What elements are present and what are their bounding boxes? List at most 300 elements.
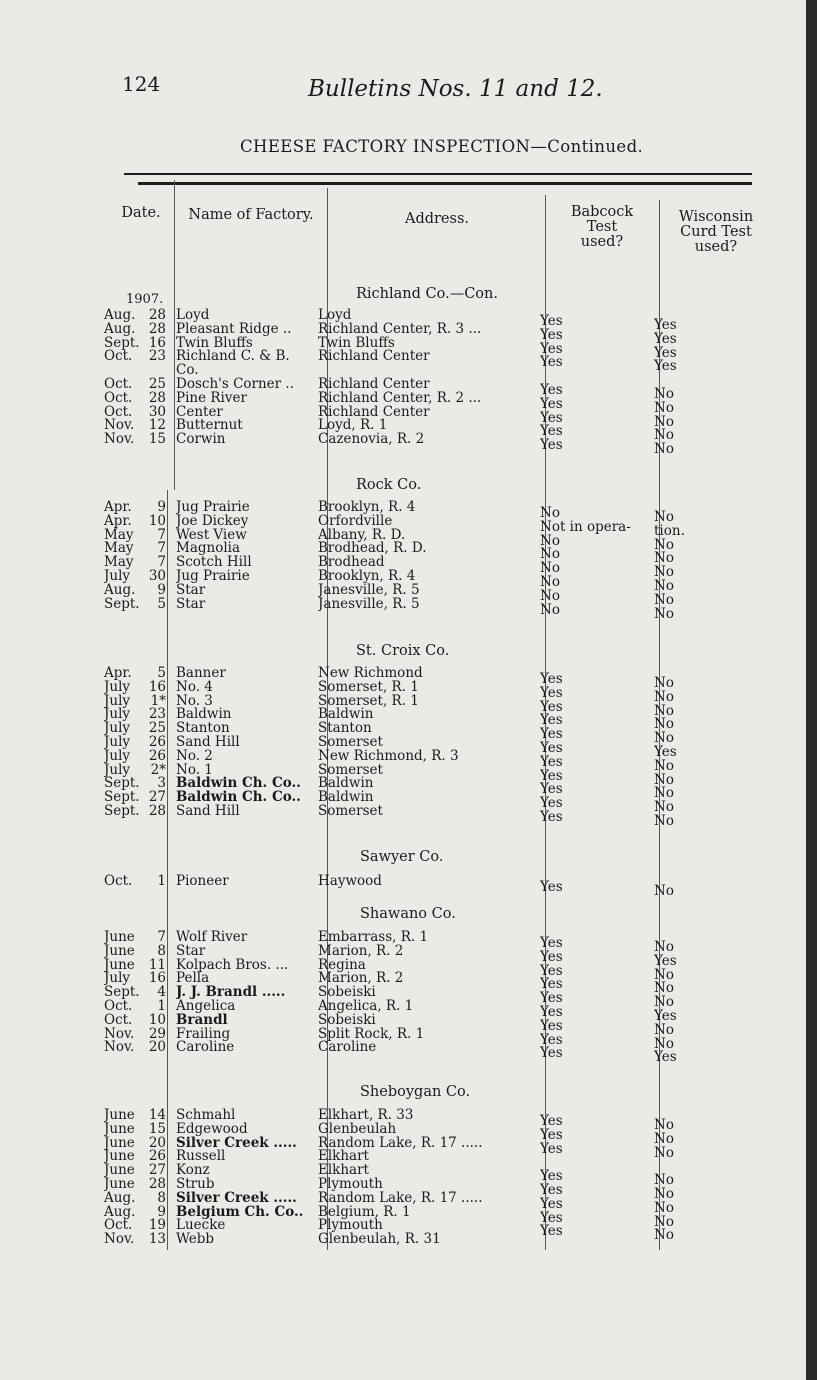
babcock-answer: Yes — [540, 991, 563, 1006]
date-day: 26 — [148, 735, 166, 749]
date-day: 7 — [157, 541, 166, 556]
babcock-answer: Yes — [540, 796, 563, 811]
county-heading: Sheboygan Co. — [360, 1084, 471, 1100]
date-day: 14 — [148, 1108, 166, 1122]
factory-address: Regina — [318, 957, 366, 972]
date-month: June — [104, 1135, 135, 1150]
factory-address: Haywood — [318, 874, 382, 888]
wisconsin-answer: No — [654, 537, 674, 552]
wisconsin-answer: No — [654, 731, 674, 746]
date-month: June — [104, 1163, 135, 1178]
wisconsin-answer: Yes — [654, 745, 677, 759]
date-month: Nov. — [104, 1026, 135, 1041]
factory-address: Marion, R. 2 — [318, 971, 404, 986]
babcock-answer: Yes — [540, 1127, 563, 1142]
header-wisconsin — [664, 210, 768, 255]
wisconsin-answer: Yes — [654, 318, 677, 332]
date-month: Oct. — [104, 377, 133, 391]
babcock-answer: Yes — [540, 396, 563, 411]
babcock-answer: Yes — [540, 410, 563, 425]
wisconsin-answer: No — [654, 967, 674, 982]
wisconsin-answer: Yes — [654, 1009, 677, 1023]
factory-name: Webb — [176, 1232, 215, 1247]
wisconsin-answer: No — [654, 592, 674, 607]
wisconsin-answer: No — [654, 1036, 674, 1051]
wisconsin-answer: No — [654, 981, 674, 996]
date-month: Sept. — [104, 985, 140, 1000]
wisconsin-answer: No — [654, 1187, 674, 1201]
date-day: 7 — [157, 527, 166, 542]
date-month: Sept. — [104, 790, 140, 805]
factory-name: No. 2 — [176, 748, 213, 763]
babcock-answer: Yes — [540, 327, 563, 342]
babcock-answer: Yes — [540, 963, 563, 978]
factory-address: Marion, R. 2 — [318, 943, 404, 958]
babcock-answer: No — [540, 602, 560, 617]
date-day: 27 — [148, 790, 166, 805]
wisconsin-answer: No — [654, 758, 674, 773]
factory-name: Sand Hill — [176, 804, 240, 818]
page-number: 124 — [122, 72, 161, 96]
wisconsin-answer: No — [654, 717, 674, 732]
date-month: June — [104, 1177, 135, 1191]
header-babcock — [548, 205, 656, 250]
date-month: July — [104, 569, 131, 583]
date-day: 16 — [148, 335, 166, 350]
factory-name: Strub — [176, 1177, 215, 1191]
date-month: July — [104, 748, 131, 763]
wisconsin-answer: No — [654, 442, 674, 457]
wisconsin-answer: No — [654, 995, 674, 1010]
factory-name: Corwin — [176, 432, 226, 447]
factory-address: Cazenovia, R. 2 — [318, 432, 425, 447]
factory-name: Frailing — [176, 1026, 231, 1041]
wisconsin-answer: No — [654, 551, 674, 566]
factory-name: Pleasant Ridge .. — [176, 321, 292, 336]
factory-name: Sand Hill — [176, 735, 240, 749]
factory-name: No. 1 — [176, 762, 213, 777]
factory-name: Belgium Ch. Co.. — [176, 1204, 304, 1219]
date-day: 29 — [148, 1026, 166, 1041]
factory-name: Caroline — [176, 1040, 235, 1055]
county-heading: St. Croix Co. — [356, 643, 450, 659]
date-month: Sept. — [104, 804, 140, 818]
header-wisconsin-line: Curd Test — [680, 224, 752, 240]
date-month: June — [104, 943, 135, 958]
factory-address: Random Lake, R. 17 ..... — [318, 1135, 483, 1150]
babcock-answer: Yes — [540, 1032, 563, 1047]
date-day: 26 — [148, 748, 166, 763]
wisconsin-answer: No — [654, 884, 674, 898]
factory-name: Pioneer — [176, 874, 229, 888]
babcock-answer: Yes — [540, 768, 563, 783]
factory-address: Janesville, R. 5 — [318, 596, 420, 611]
date-month: May — [104, 541, 134, 556]
factory-address: Belgium, R. 1 — [318, 1204, 411, 1219]
wisconsin-answer: No — [654, 1131, 674, 1146]
factory-address: Baldwin — [318, 707, 374, 722]
factory-address: Elkhart — [318, 1149, 369, 1164]
babcock-answer: Yes — [540, 383, 563, 397]
wisconsin-answer: No — [654, 800, 674, 815]
babcock-answer: Yes — [540, 713, 563, 728]
babcock-answer: Yes — [540, 1018, 563, 1033]
factory-name: Silver Creek ..... — [176, 1135, 297, 1150]
factory-address: Plymouth — [318, 1177, 383, 1191]
wisconsin-answer: No — [654, 1200, 674, 1215]
factory-address: Embarrass, R. 1 — [318, 930, 429, 944]
factory-address: Stanton — [318, 721, 372, 736]
date-month: Nov. — [104, 1040, 135, 1055]
date-month: Apr. — [104, 500, 132, 514]
factory-address: Plymouth — [318, 1218, 383, 1233]
page-title: CHEESE FACTORY INSPECTION—Continued. — [240, 137, 644, 156]
factory-address: Sobeiski — [318, 985, 376, 1000]
factory-address: Somerset — [318, 762, 383, 777]
date-day: 26 — [148, 1149, 166, 1164]
factory-name: Angelica — [176, 999, 236, 1013]
date-day: 15 — [148, 1121, 166, 1136]
wisconsin-answer: No — [654, 703, 674, 718]
date-month: July — [104, 707, 131, 722]
header-address: Address. — [404, 211, 470, 227]
factory-name: Russell — [176, 1149, 226, 1164]
header-babcock-line: used? — [580, 234, 624, 250]
date-day: 23 — [148, 707, 166, 722]
column-divider — [167, 490, 168, 1250]
wisconsin-answer: Yes — [654, 359, 677, 374]
factory-name: Edgewood — [176, 1121, 248, 1136]
wisconsin-answer: Yes — [654, 345, 677, 360]
factory-address: Sobeiski — [318, 1012, 376, 1027]
wisconsin-answer: No — [654, 786, 674, 801]
wisconsin-answer: No — [654, 428, 674, 443]
factory-name: Luecke — [176, 1218, 226, 1233]
babcock-answer: No — [540, 561, 560, 576]
factory-name: Center — [176, 404, 223, 419]
date-day: 7 — [157, 930, 166, 944]
wisconsin-answer: No — [654, 1118, 674, 1132]
date-day: 8 — [157, 1190, 166, 1205]
date-day: 30 — [148, 404, 166, 419]
factory-address: Richland Center — [318, 404, 430, 419]
date-day: 19 — [148, 1218, 166, 1233]
babcock-answer: No — [540, 506, 560, 520]
date-month: May — [104, 555, 134, 570]
header-name: Name of Factory. — [188, 207, 314, 223]
factory-address: Angelica, R. 1 — [318, 999, 414, 1013]
county-heading: Shawano Co. — [360, 906, 456, 922]
factory-name: Star — [176, 596, 206, 611]
wisconsin-answer: No — [654, 1022, 674, 1037]
date-day: 3 — [157, 776, 166, 791]
date-day: 10 — [148, 513, 166, 528]
date-day: 1 — [157, 874, 166, 888]
babcock-answer: Yes — [540, 782, 563, 797]
babcock-answer: Yes — [540, 949, 563, 964]
date-day: 9 — [157, 500, 166, 514]
date-day: 9 — [157, 1204, 166, 1219]
factory-address: Somerset — [318, 735, 383, 749]
date-day: 25 — [148, 377, 166, 391]
factory-address: Glenbeulah, R. 31 — [318, 1232, 441, 1247]
babcock-answer: Yes — [540, 1114, 563, 1128]
date-day: 13 — [148, 1232, 166, 1247]
wisconsin-answer: No — [654, 1228, 674, 1243]
babcock-answer: Yes — [540, 424, 563, 439]
date-day: 5 — [157, 666, 166, 680]
date-month: Oct. — [104, 1012, 133, 1027]
factory-address: Janesville, R. 5 — [318, 582, 420, 597]
factory-name: Co. — [176, 363, 199, 378]
date-month: Sept. — [104, 335, 140, 350]
factory-address: Albany, R. D. — [318, 527, 406, 542]
babcock-answer: Yes — [540, 438, 563, 453]
date-day: 20 — [148, 1135, 166, 1150]
factory-address: Orfordville — [318, 513, 393, 528]
factory-name: Jug Prairie — [176, 500, 250, 514]
county-heading: Sawyer Co. — [360, 849, 444, 865]
wisconsin-answer: No — [654, 676, 674, 690]
date-month: June — [104, 1121, 135, 1136]
factory-address: New Richmond — [318, 666, 423, 680]
date-month: Oct. — [104, 874, 133, 888]
factory-address: Baldwin — [318, 776, 374, 791]
babcock-answer: No — [540, 575, 560, 589]
factory-address: Richland Center, R. 2 ... — [318, 390, 482, 405]
factory-address: Loyd — [318, 308, 352, 322]
babcock-answer: Yes — [540, 1169, 563, 1184]
factory-name: Scotch Hill — [176, 555, 252, 570]
wisconsin-answer: No — [654, 1173, 674, 1188]
babcock-answer: Yes — [540, 741, 563, 755]
babcock-answer: No — [540, 533, 560, 548]
factory-address: Brodhead — [318, 555, 385, 570]
wisconsin-answer: No — [654, 814, 674, 828]
header-babcock-line: Babcock — [570, 204, 634, 220]
babcock-answer: Yes — [540, 727, 563, 742]
date-month: Aug. — [104, 308, 136, 322]
factory-address: Richland Center, R. 3 ... — [318, 321, 482, 336]
factory-name: Star — [176, 582, 206, 597]
factory-name: Loyd — [176, 308, 210, 322]
date-month: Sept. — [104, 776, 140, 791]
babcock-answer: Yes — [540, 699, 563, 714]
babcock-answer: Yes — [540, 1210, 563, 1225]
date-day: 11 — [148, 957, 166, 972]
factory-name: Star — [176, 943, 206, 958]
factory-name: Baldwin Ch. Co.. — [176, 776, 301, 791]
factory-name: Pella — [176, 971, 210, 986]
header-wisconsin-line: used? — [694, 239, 738, 255]
date-month: Aug. — [104, 321, 136, 336]
date-day: 28 — [148, 321, 166, 336]
date-day: 28 — [148, 390, 166, 405]
wisconsin-answer: Yes — [654, 1050, 677, 1065]
running-title: Bulletins Nos. 11 and 12. — [308, 76, 603, 102]
date-day: 10 — [148, 1012, 166, 1027]
date-month: June — [104, 957, 135, 972]
babcock-answer: Yes — [540, 1046, 563, 1061]
wisconsin-answer: No — [654, 689, 674, 704]
date-day: 23 — [148, 349, 166, 364]
date-month: Apr. — [104, 513, 132, 528]
wisconsin-answer: No — [654, 565, 674, 580]
babcock-answer: Yes — [540, 685, 563, 700]
babcock-answer: Yes — [540, 880, 563, 894]
date-day: 8 — [157, 943, 166, 958]
factory-address: Richland Center — [318, 349, 430, 364]
babcock-answer: No — [540, 588, 560, 603]
babcock-answer: Yes — [540, 1005, 563, 1019]
factory-address: Somerset — [318, 804, 383, 818]
wisconsin-answer: No — [654, 940, 674, 954]
factory-address: Loyd, R. 1 — [318, 418, 388, 433]
date-month: June — [104, 1149, 135, 1164]
wisconsin-answer: No — [654, 510, 674, 524]
date-day: 25 — [148, 721, 166, 736]
factory-name: Stanton — [176, 721, 230, 736]
header-babcock-line: Test — [586, 219, 618, 235]
factory-name: Jug Prairie — [176, 569, 250, 583]
factory-address: Glenbeulah — [318, 1121, 397, 1136]
factory-name: Twin Bluffs — [176, 335, 253, 350]
date-month: Nov. — [104, 432, 135, 447]
date-month: Oct. — [104, 390, 133, 405]
wisconsin-answer: No — [654, 1214, 674, 1229]
date-month: June — [104, 1108, 135, 1122]
babcock-answer: Yes — [540, 1196, 563, 1211]
wisconsin-answer: No — [654, 387, 674, 401]
factory-name: Wolf River — [176, 930, 248, 944]
wisconsin-answer: No — [654, 1145, 674, 1160]
factory-address: Brooklyn, R. 4 — [318, 569, 416, 583]
date-month: Oct. — [104, 349, 133, 364]
babcock-answer: Yes — [540, 810, 563, 824]
factory-name: Pine River — [176, 390, 247, 405]
date-day: 1 — [157, 999, 166, 1013]
date-day: 16 — [148, 971, 166, 986]
babcock-answer: Yes — [540, 355, 563, 370]
page-edge — [806, 0, 817, 1380]
factory-address: Twin Bluffs — [318, 335, 395, 350]
header-wisconsin-line: Wisconsin — [678, 209, 754, 225]
date-month: Aug. — [104, 1204, 136, 1219]
factory-name: Dosch's Corner .. — [176, 377, 294, 391]
babcock-answer: Yes — [540, 977, 563, 992]
factory-name: Schmahl — [176, 1108, 236, 1122]
date-month: July — [104, 762, 131, 777]
factory-address: Richland Center — [318, 377, 430, 391]
factory-address: Baldwin — [318, 790, 374, 805]
factory-address: Brodhead, R. D. — [318, 541, 427, 556]
babcock-answer: Yes — [540, 1141, 563, 1156]
factory-address: Brooklyn, R. 4 — [318, 500, 416, 514]
factory-name: Kolpach Bros. ... — [176, 957, 289, 972]
factory-name: Baldwin — [176, 707, 232, 722]
wisconsin-answer: No — [654, 606, 674, 621]
factory-name: No. 3 — [176, 693, 213, 708]
date-month: July — [104, 971, 131, 986]
factory-name: Butternut — [176, 418, 243, 433]
wisconsin-answer: Yes — [654, 331, 677, 346]
wisconsin-answer: Yes — [654, 953, 677, 968]
date-day: 16 — [148, 679, 166, 694]
babcock-answer: Yes — [540, 1224, 563, 1239]
date-day: 4 — [157, 985, 166, 1000]
county-heading: Rock Co. — [356, 477, 422, 493]
factory-name: Joe Dickey — [176, 513, 249, 528]
date-day: 20 — [148, 1040, 166, 1055]
wisconsin-answer: No — [654, 772, 674, 787]
factory-address: Somerset, R. 1 — [318, 693, 419, 708]
factory-address: Caroline — [318, 1040, 377, 1055]
factory-name: West View — [176, 527, 247, 542]
date-day: 5 — [157, 596, 166, 611]
wisconsin-answer: tion. — [654, 523, 685, 538]
date-month: July — [104, 735, 131, 749]
date-month: Oct. — [104, 1218, 133, 1233]
babcock-answer: Yes — [540, 314, 563, 328]
factory-address: Elkhart — [318, 1163, 369, 1178]
date-month: July — [104, 721, 131, 736]
factory-name: Baldwin Ch. Co.. — [176, 790, 301, 805]
date-day: 2* — [150, 762, 166, 777]
date-day: 27 — [148, 1163, 166, 1178]
wisconsin-answer: No — [654, 579, 674, 593]
wisconsin-answer: No — [654, 400, 674, 415]
factory-address: Elkhart, R. 33 — [318, 1108, 414, 1122]
date-day: 30 — [148, 569, 166, 583]
wisconsin-answer: No — [654, 414, 674, 429]
factory-name: No. 4 — [176, 679, 213, 694]
date-month: May — [104, 527, 134, 542]
factory-address: New Richmond, R. 3 — [318, 748, 459, 763]
factory-name: Richland C. & B. — [176, 349, 290, 364]
babcock-answer: Yes — [540, 1183, 563, 1197]
date-month: Oct. — [104, 404, 133, 419]
factory-name: Brandl — [176, 1012, 228, 1027]
date-month: July — [104, 679, 131, 694]
top-rule-heavy — [138, 182, 752, 185]
factory-address: Split Rock, R. 1 — [318, 1026, 425, 1041]
date-month: Aug. — [104, 582, 136, 597]
date-day: 1* — [150, 693, 166, 708]
date-day: 12 — [148, 418, 166, 433]
date-day: 28 — [148, 308, 166, 322]
date-day: 28 — [148, 804, 166, 818]
county-heading: Richland Co.—Con. — [356, 286, 498, 302]
babcock-answer: Yes — [540, 754, 563, 769]
factory-name: Silver Creek ..... — [176, 1190, 297, 1205]
date-month: Sept. — [104, 596, 140, 611]
header-date: Date. — [121, 205, 161, 221]
top-rule — [124, 173, 752, 175]
date-month: June — [104, 930, 135, 944]
factory-name: J. J. Brandl ..... — [176, 985, 286, 1000]
babcock-answer: Yes — [540, 672, 563, 686]
date-month: Nov. — [104, 1232, 135, 1247]
date-month: Aug. — [104, 1190, 136, 1205]
column-divider — [174, 180, 175, 490]
date-day: 15 — [148, 432, 166, 447]
factory-name: Banner — [176, 666, 226, 680]
date-month: Nov. — [104, 418, 135, 433]
date-day: 28 — [148, 1177, 166, 1191]
date-day: 9 — [157, 582, 166, 597]
babcock-answer: Yes — [540, 936, 563, 950]
babcock-answer: No — [540, 547, 560, 562]
